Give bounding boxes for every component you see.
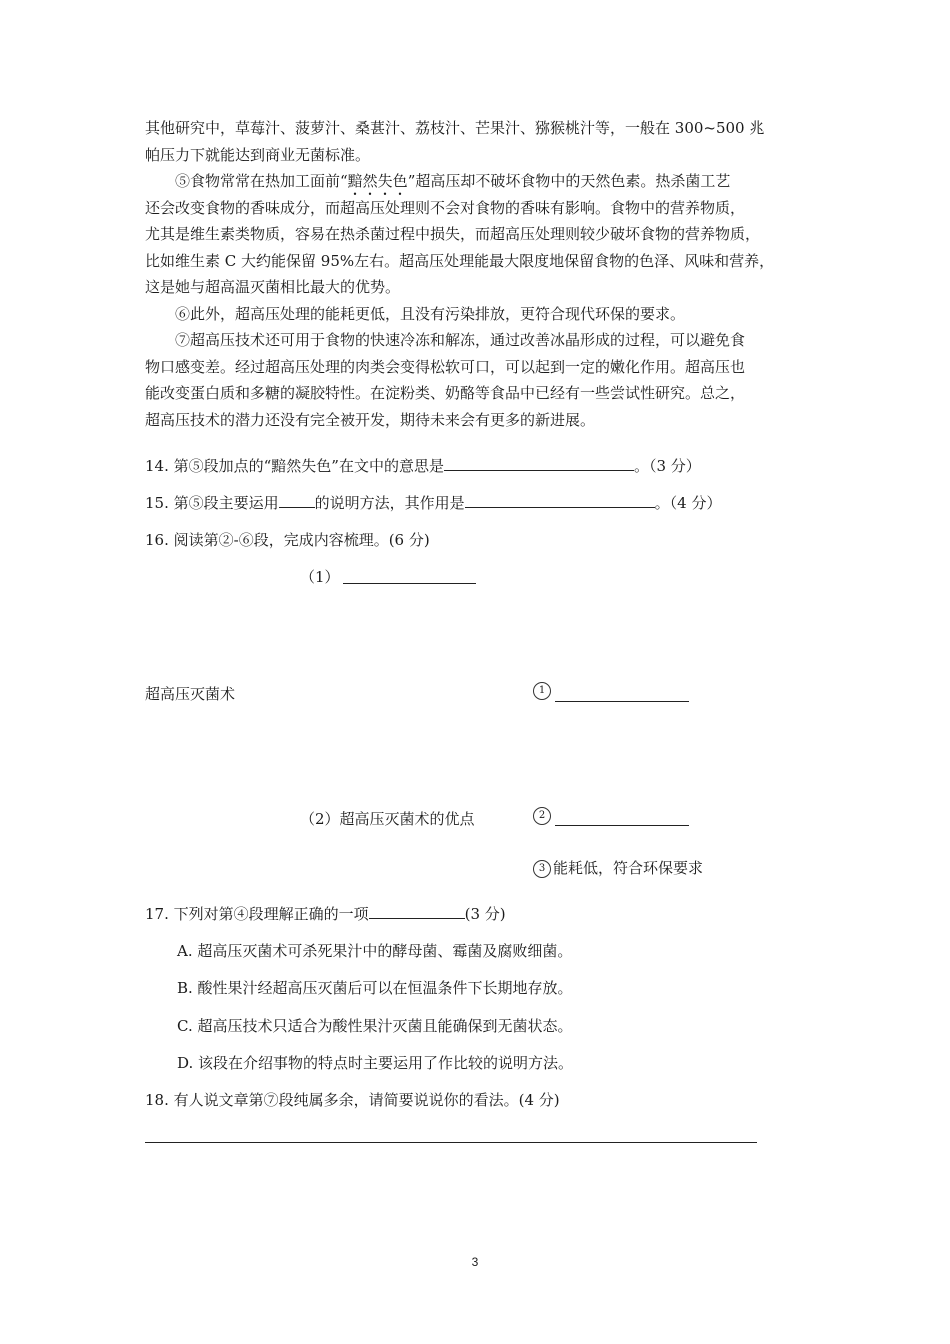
q17-option-a[interactable]: A. 超高压灭菌术可杀死果汁中的酵母菌、霉菌及腐败细菌。 — [177, 942, 573, 960]
q14-text: 14. 第⑤段加点的“黯然失色”在文中的意思是 — [145, 457, 444, 475]
q18-answer-line[interactable] — [145, 1142, 757, 1143]
question-17 — [145, 903, 506, 924]
passage-line: 尤其是维生素类物质，容易在热杀菌过程中损失，而超高压处理则较少破坏食物的营养物质， — [145, 225, 761, 243]
q16-point-3-text: 能耗低，符合环保要求 — [553, 859, 704, 877]
q16-item-1 — [300, 566, 340, 587]
passage-line: 帕压力下就能达到商业无菌标准。 — [145, 145, 371, 164]
q15-text-b: 的说明方法，其作用是 — [314, 494, 465, 512]
q17-answer-blank[interactable] — [369, 904, 465, 919]
passage-line: 其他研究中，草莓汁、菠萝汁、桑葚汁、荔枝汁、芒果汁、猕猴桃汁等，一般在 300~500 兆 — [145, 119, 765, 137]
p5-pre: ⑤食物常常在热加工面前“ — [175, 172, 348, 190]
question-18: 18. 有人说文章第⑦段纯属多余，请简要说说你的看法。(4 分) — [145, 1091, 560, 1109]
q16-item-1-label: （1） — [300, 568, 340, 586]
question-14 — [145, 455, 701, 476]
q15-method-blank[interactable] — [279, 493, 315, 508]
q16-point-1-blank[interactable] — [555, 701, 689, 702]
question-15 — [145, 492, 721, 513]
page-number: 3 — [471, 1255, 479, 1269]
dotted-phrase: 黯然失色 — [347, 172, 408, 190]
q16-item-1-blank[interactable] — [343, 583, 476, 584]
passage-line: 物口感变差。经过超高压处理的肉类会变得松软可口，可以起到一定的嫩化作用。超高压也 — [145, 357, 746, 376]
q16-point-1 — [533, 681, 553, 700]
q16-point-2 — [533, 806, 553, 825]
question-16: 16. 阅读第②-⑥段，完成内容梳理。(6 分) — [145, 531, 430, 549]
q17-text: 17. 下列对第④段理解正确的一项 — [145, 905, 369, 923]
paragraph-5-first-line — [145, 168, 805, 195]
q17-score: (3 分) — [464, 905, 506, 923]
passage-line: 还会改变食物的香味成分，而超高压处理则不会对食物的香味有影响。食物中的营养物质， — [145, 198, 746, 217]
q14-score: 。（3 分） — [633, 457, 701, 475]
q15-text-a: 15. 第⑤段主要运用 — [145, 494, 279, 512]
p5-post: ”超高压却不破坏食物中的天然色素。热杀菌工艺 — [407, 172, 731, 190]
q16-main-label: 超高压灭菌术 — [145, 685, 236, 703]
passage-line: 这是她与超高温灭菌相比最大的优势。 — [145, 278, 401, 296]
q17-option-d[interactable]: D. 该段在介绍事物的特点时主要运用了作比较的说明方法。 — [177, 1054, 574, 1072]
q17-option-c[interactable]: C. 超高压技术只适合为酸性果汁灭菌且能确保到无菌状态。 — [177, 1017, 573, 1035]
passage-line: 比如维生素 C 大约能保留 95%左右。超高压处理能最大限度地保留食物的色泽、风味和营养， — [145, 251, 775, 270]
q16-point-3 — [533, 857, 703, 878]
circled-number-2: 2 — [533, 807, 551, 825]
paragraph-6: ⑥此外，超高压处理的能耗更低，且没有污染排放，更符合现代环保的要求。 — [175, 304, 686, 323]
q15-score: 。（4 分） — [654, 494, 722, 512]
q16-item-2: （2）超高压灭菌术的优点 — [300, 810, 475, 828]
q17-option-b[interactable]: B. 酸性果汁经超高压灭菌后可以在恒温条件下长期地存放。 — [177, 979, 573, 997]
paragraph-7-first-line: ⑦超高压技术还可用于食物的快速冷冻和解冻，通过改善冰晶形成的过程，可以避免食 — [175, 331, 746, 349]
passage-line: 超高压技术的潜力还没有完全被开发，期待未来会有更多的新进展。 — [145, 410, 596, 429]
circled-number-1: 1 — [533, 682, 551, 700]
circled-number-3: 3 — [533, 860, 551, 878]
passage — [145, 115, 805, 433]
passage-line: 能改变蛋白质和多糖的凝胶特性。在淀粉类、奶酪等食品中已经有一些尝试性研究。总之， — [145, 384, 746, 402]
q14-answer-blank[interactable] — [444, 456, 634, 471]
q15-function-blank[interactable] — [465, 493, 655, 508]
q16-point-2-blank[interactable] — [555, 825, 689, 826]
